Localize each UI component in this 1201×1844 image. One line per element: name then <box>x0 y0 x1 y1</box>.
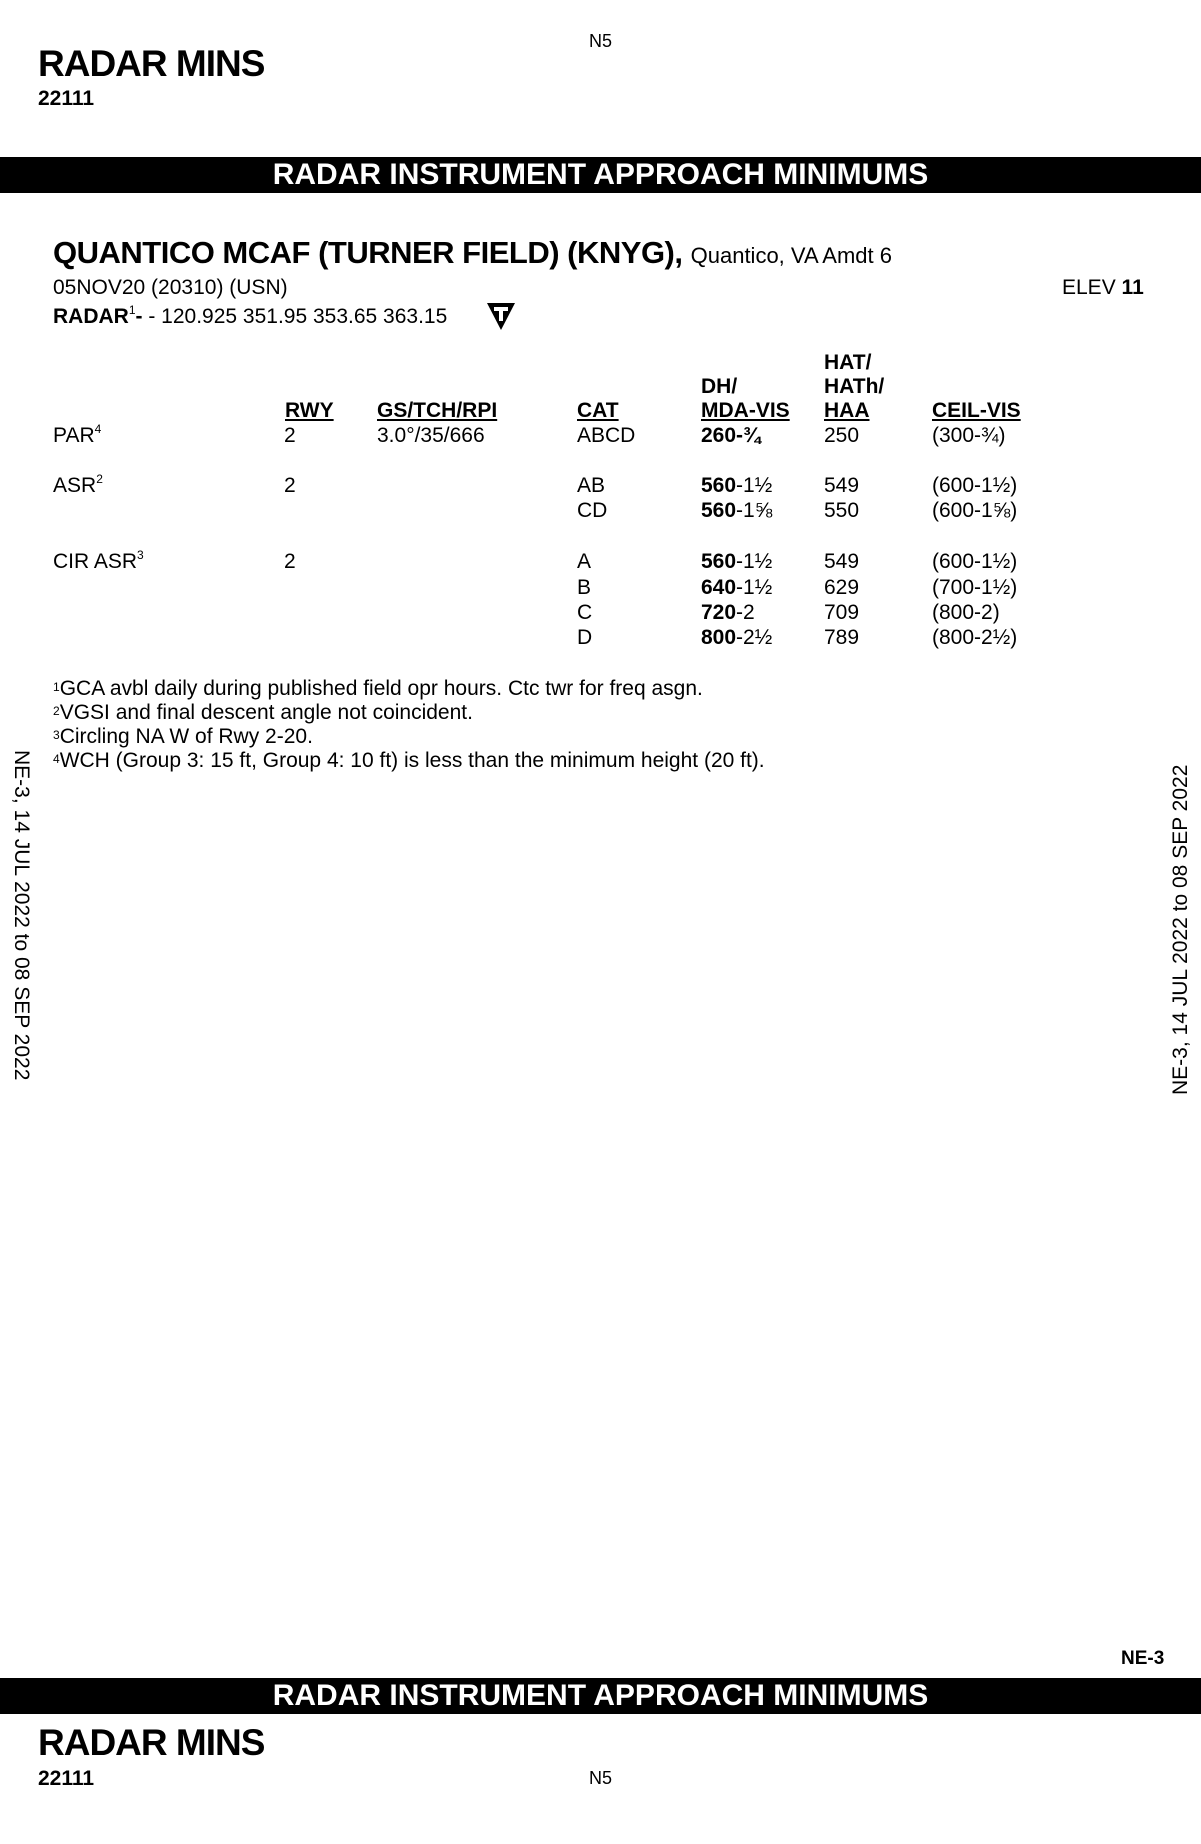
bottom-banner: RADAR INSTRUMENT APPROACH MINIMUMS <box>0 1678 1201 1714</box>
approach-name: PAR$^4$ <box>53 422 102 447</box>
category-cell: A <box>577 550 592 573</box>
radar-label: RADAR <box>53 305 129 328</box>
footer-title: RADAR MINS <box>38 1722 265 1763</box>
ceil-vis-cell: (600-1½) <box>932 474 1018 497</box>
dh-mda-vis-cell: 560-1½ <box>701 550 773 573</box>
ceil-vis-cell: (800-2) <box>932 601 1000 624</box>
ceil-vis-cell: (300-¾) <box>932 424 1006 447</box>
category-cell: ABCD <box>577 424 636 447</box>
col-header-hat-hath-haa: HAT/ HATh/ HAA <box>824 351 885 422</box>
header-number: 22111 <box>38 87 95 110</box>
category-cell: B <box>577 576 592 599</box>
gs-tch-rpi-cell: 3.0°/35/666 <box>377 424 485 447</box>
category-cell: CD <box>577 499 608 522</box>
radar-footnote-ref: 1 <box>128 303 136 317</box>
dh-mda-vis-cell: 640-1½ <box>701 576 773 599</box>
top-banner: RADAR INSTRUMENT APPROACH MINIMUMS <box>0 157 1201 193</box>
ceil-vis-cell: (800-2½) <box>932 626 1018 649</box>
side-text-right: NE-3, 14 JUL 2022 to 08 SEP 2022 <box>1169 764 1192 1095</box>
footer-number: 22111 <box>38 1767 95 1790</box>
footer-page-code: N5 <box>589 1768 613 1788</box>
ceil-vis-cell: (600-1⅝) <box>932 499 1018 522</box>
col-header-cat: CAT <box>577 399 619 422</box>
col-header-rwy: RWY <box>285 399 334 422</box>
footnote-3: $^3$Circling NA W of Rwy 2-20. <box>53 725 313 748</box>
airport-date-line: 05NOV20 (20310) (USN) <box>53 276 288 299</box>
header-title: RADAR MINS <box>38 43 265 84</box>
elev-value: 11 <box>1121 276 1144 299</box>
category-cell: D <box>577 626 593 649</box>
dh-mda-vis-cell: 260-¾ <box>701 424 761 447</box>
ceil-vis-cell: (600-1½) <box>932 550 1018 573</box>
footnote-4: $^4$WCH (Group 3: 15 ft, Group 4: 10 ft) is less than the minimum height (20 ft). <box>53 749 765 772</box>
dh-mda-vis-cell: 800-2½ <box>701 626 773 649</box>
dh-mda-vis-cell: 720-2 <box>701 601 755 624</box>
airport-location: Quantico, VA Amdt 6 <box>690 243 892 268</box>
hat-cell: 709 <box>824 601 860 624</box>
col-header-dh-mda-vis: DH/ MDA-VIS <box>701 375 790 422</box>
hat-cell: 250 <box>824 424 860 447</box>
elev-label: ELEV <box>1062 276 1116 299</box>
hat-cell: 549 <box>824 474 860 497</box>
airport-elevation <box>1062 277 1144 298</box>
hat-cell: 550 <box>824 499 860 522</box>
runway-cell: 2 <box>284 550 296 573</box>
category-cell: C <box>577 601 593 624</box>
runway-cell: 2 <box>284 474 296 497</box>
dh-mda-vis-cell: 560-1½ <box>701 474 773 497</box>
radar-freq-list: - 120.925 351.95 353.65 363.15 <box>142 305 448 328</box>
radar-frequencies: RADAR$^1$- - 120.925 351.95 353.65 363.15 <box>53 303 448 328</box>
region-code: NE-3 <box>1121 1648 1165 1669</box>
side-text-left: NE-3, 14 JUL 2022 to 08 SEP 2022 <box>10 750 33 1081</box>
dh-mda-vis-cell: 560-1⅝ <box>701 499 773 522</box>
hat-cell: 629 <box>824 576 860 599</box>
takeoff-minimums-t-icon <box>486 301 516 331</box>
hat-cell: 549 <box>824 550 860 573</box>
airport-name: QUANTICO MCAF (TURNER FIELD) (KNYG), <box>53 235 683 270</box>
footnotes <box>53 677 765 773</box>
footnote-2: $^2$VGSI and final descent angle not coincident. <box>53 701 473 724</box>
approach-name: CIR ASR$^3$ <box>53 548 144 573</box>
runway-cell: 2 <box>284 424 296 447</box>
category-cell: AB <box>577 474 606 497</box>
col-header-ceil-vis: CEIL-VIS <box>932 399 1021 422</box>
header-page-code: N5 <box>589 31 613 51</box>
airport-title <box>53 237 892 268</box>
col-header-gs-tch-rpi: GS/TCH/RPI <box>377 399 498 422</box>
footnote-1: $^1$GCA avbl daily during published field opr hours. Ctc twr for freq asgn. <box>53 677 703 700</box>
ceil-vis-cell: (700-1½) <box>932 576 1018 599</box>
approach-name: ASR$^2$ <box>53 472 103 497</box>
hat-cell: 789 <box>824 626 860 649</box>
